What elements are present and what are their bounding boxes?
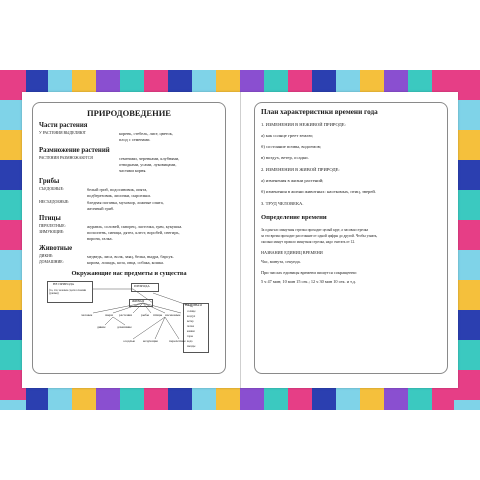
paragraph-line: за это время проходит расстояние от одной цифры до другой. Чтобы узнать, [261, 234, 378, 238]
nonliving-item: вода [187, 339, 193, 343]
plan-item: в) воздух, ветер, осадки. [261, 155, 309, 160]
row-text: бледная поганка, мухомор, ложные опята, [87, 200, 164, 205]
panel-title: ПРИРОДОВЕДЕНИЕ [87, 108, 171, 118]
abbr-text: 5 ч 47 мин; 10 мин 15 сек.; 12 ч 30 мин 10 сек. и т.д. [261, 279, 356, 284]
row-label: ПЕРЕЛЕТНЫЕ: [39, 224, 66, 228]
inner-spread [22, 92, 458, 388]
row-text: желчный гриб. [87, 206, 115, 211]
bird-kind: оседлые [123, 339, 135, 343]
nonliving-item: звезды [187, 344, 196, 348]
paragraph-line: За один час минутная стрелка проходит целый круг, а часовая стрелка [261, 228, 369, 232]
section-heading: Животные [39, 245, 73, 252]
nonliving-item: почва [187, 324, 194, 328]
section-heading: Определение времени [261, 214, 327, 221]
section-heading: Грибы [39, 178, 60, 185]
nature-studies-panel [32, 102, 226, 374]
living-item: растения [119, 313, 132, 317]
plan-item: б) изменения в жизни животных: насекомых, птиц, зверей. [261, 189, 376, 194]
nonliving-item: ветер [187, 319, 194, 323]
row-label: ЗИМУЮЩИЕ: [39, 230, 65, 234]
living-item: птицы [153, 313, 163, 317]
paragraph-line: сколько минут прошло минутная стрелка, надо считать от 12. [261, 240, 356, 244]
plan-item: а) изменения в жизни растений; [261, 178, 324, 183]
row-label: НЕСЪЕДОБНЫЕ: [39, 200, 70, 204]
season-plan-panel [254, 102, 448, 374]
plan-item: 1. ИЗМЕНЕНИЯ В НЕЖИВОЙ ПРИРОДЕ: [261, 122, 346, 127]
row-text: корень, стебель, лист, цветок, [119, 131, 173, 136]
animal-kind: домашние [117, 325, 132, 329]
units-text: Час, минута, секунда. [261, 259, 301, 264]
units-label: НАЗВАНИЕ ЕДИНИЦ ВРЕМЕНИ [261, 250, 323, 255]
living-item: рыбы [141, 313, 149, 317]
row-label: У РАСТЕНИЯ ВЫДЕЛЯЮТ [39, 131, 87, 135]
nature-label: ПРИРОДА [134, 283, 150, 288]
row-text: ворона, галка. [87, 236, 113, 241]
nonliving-label: НЕЖИВАЯ [185, 303, 202, 307]
section-heading: Птицы [39, 215, 61, 222]
bird-kind: перелетные [169, 339, 186, 343]
nonliving-item: воздух [187, 314, 196, 318]
diagram-title: Окружающие нас предметы и существа [71, 270, 187, 277]
living-item: звери [105, 313, 113, 317]
row-label: СЪЕДОБНЫЕ: [39, 187, 65, 191]
nonliving-item: солнце [187, 309, 196, 313]
page-fold [240, 92, 241, 388]
living-label: ЖИВАЯ [132, 299, 145, 303]
panel-title: План характеристики времени года [261, 108, 378, 116]
plan-item: 3. ТРУД ЧЕЛОВЕКА. [261, 201, 304, 206]
row-text: белый гриб, подосиновик, опята, [87, 187, 148, 192]
animal-kind: дикие [97, 325, 106, 329]
row-text: корова, лошадь, коза, овца, собака, кошка. [87, 260, 165, 265]
living-item: человек [81, 313, 93, 317]
row-text: журавль, соловей, скворец, ласточка, грач, кукушка. [87, 224, 183, 229]
row-text: поползень, синица, дятел, клест, воробей, снегирь, [87, 230, 180, 235]
notebook-cover [0, 70, 480, 410]
nonliving-item: горы [187, 334, 193, 338]
nonliving-item: камни [187, 329, 195, 333]
row-text: медведь, лиса, волк, заяц, белка, выдра, барсук. [87, 254, 174, 259]
row-text: подберезовик, лисички, сыроежки. [87, 193, 151, 198]
plan-item: 2. ИЗМЕНЕНИЯ В ЖИВОЙ ПРИРОДЕ: [261, 167, 340, 172]
bird-kind: кочующие [143, 339, 158, 343]
plan-item: б) состояние почвы, водоемов; [261, 144, 322, 149]
section-heading: Размножение растений [39, 147, 110, 154]
row-label: ДОМАШНИЕ: [39, 260, 64, 264]
abbr-label: При числах единицы времени пишутся сокращенно: [261, 270, 358, 275]
section-heading: Части растения [39, 122, 88, 129]
man-made-note: (то, что человек сделал своими руками) [49, 289, 87, 296]
row-text: частями корня. [119, 168, 147, 173]
row-text: отводками, усами, луковицами, [119, 162, 177, 167]
row-text: семенами, черенками, клубнями, [119, 156, 180, 161]
man-made-label: НЕ ПРИРОДА [53, 282, 75, 286]
row-text: плод с семенами. [119, 137, 151, 142]
row-label: РАСТЕНИЯ РАЗМНОЖАЮТСЯ [39, 156, 93, 160]
plan-item: а) как солнце греет землю; [261, 133, 314, 138]
living-item: насекомые [165, 313, 181, 317]
row-label: ДИКИЕ: [39, 254, 54, 258]
